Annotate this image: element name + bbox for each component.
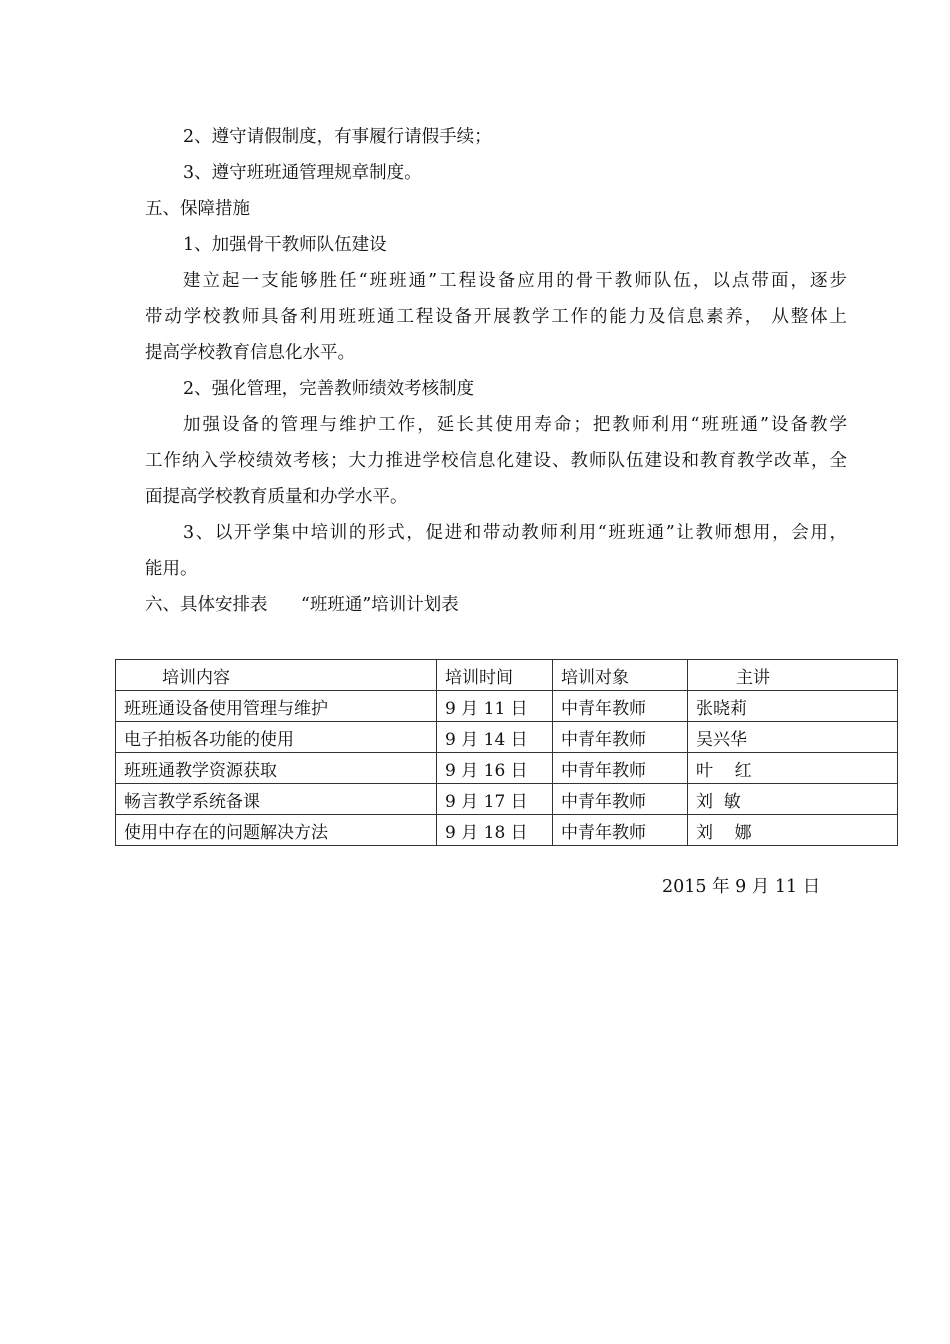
table-row <box>116 753 898 784</box>
paragraph-line: 提高学校教育信息化水平。 <box>145 343 355 363</box>
subheading: 1、加强骨干教师队伍建设 <box>183 235 387 255</box>
table-cell: 9 月 16 日 <box>437 753 553 784</box>
paragraph-line: 带动学校教师具备利用班班通工程设备开展教学工作的能力及信息素养， 从整体上 <box>145 307 847 327</box>
table-cell: 电子拍板各功能的使用 <box>116 722 437 753</box>
paragraph: 3、遵守班班通管理规章制度。 <box>183 163 422 183</box>
table-cell: 刘 敏 <box>688 784 898 815</box>
table-cell: 中青年教师 <box>553 722 688 753</box>
table-row <box>116 691 898 722</box>
table-row <box>116 815 898 846</box>
table-row <box>116 784 898 815</box>
table-cell: 9 月 14 日 <box>437 722 553 753</box>
section-heading: 六、具体安排表 “班班通”培训计划表 <box>145 595 459 615</box>
table-cell: 9 月 11 日 <box>437 691 553 722</box>
paragraph-line: 面提高学校教育质量和办学水平。 <box>145 487 408 507</box>
table-cell: 班班通教学资源获取 <box>116 753 437 784</box>
paragraph-line: 建立起一支能够胜任“班班通”工程设备应用的骨干教师队伍，以点带面，逐步 <box>183 271 847 291</box>
paragraph-line: 加强设备的管理与维护工作，延长其使用寿命；把教师利用“班班通”设备教学 <box>183 415 847 435</box>
document-date: 2015 年 9 月 11 日 <box>662 877 821 897</box>
table-cell: 中青年教师 <box>553 753 688 784</box>
table-cell: 中青年教师 <box>553 784 688 815</box>
table-cell: 中青年教师 <box>553 691 688 722</box>
table-cell: 9 月 17 日 <box>437 784 553 815</box>
table-cell: 畅言教学系统备课 <box>116 784 437 815</box>
paragraph-line: 工作纳入学校绩效考核；大力推进学校信息化建设、教师队伍建设和教育教学改革，全 <box>145 451 847 471</box>
paragraph-line: 能用。 <box>145 559 198 579</box>
paragraph: 2、遵守请假制度，有事履行请假手续； <box>183 127 492 147</box>
table-header-cell: 主讲 <box>688 660 898 691</box>
table-cell: 使用中存在的问题解决方法 <box>116 815 437 846</box>
table-cell: 张晓莉 <box>688 691 898 722</box>
paragraph-line: 3、以开学集中培训的形式，促进和带动教师利用“班班通”让教师想用，会用， <box>183 523 847 543</box>
training-schedule-table <box>115 659 898 846</box>
section-heading: 五、保障措施 <box>145 199 250 219</box>
table-header-cell: 培训对象 <box>553 660 688 691</box>
subheading: 2、强化管理，完善教师绩效考核制度 <box>183 379 475 399</box>
table-header-cell: 培训内容 <box>116 660 437 691</box>
table-cell: 中青年教师 <box>553 815 688 846</box>
table-cell: 刘 娜 <box>688 815 898 846</box>
table-header-cell: 培训时间 <box>437 660 553 691</box>
table-cell: 班班通设备使用管理与维护 <box>116 691 437 722</box>
table-cell: 9 月 18 日 <box>437 815 553 846</box>
table-row <box>116 722 898 753</box>
table-header-row <box>116 660 898 691</box>
table-cell: 吴兴华 <box>688 722 898 753</box>
table-cell: 叶 红 <box>688 753 898 784</box>
